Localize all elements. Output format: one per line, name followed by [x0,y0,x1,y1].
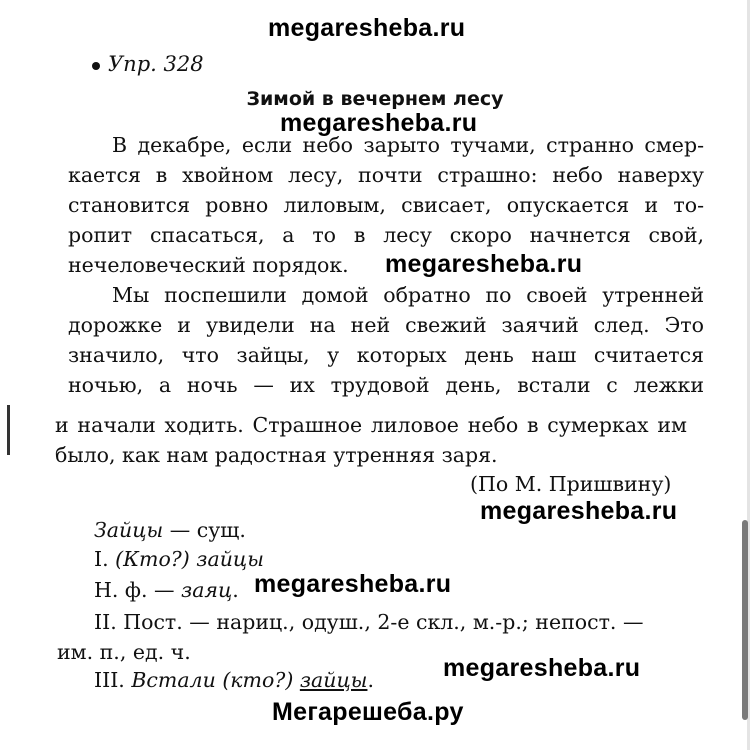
analysis-line-3: II. Пост. — нариц., одуш., 2-е скл., м.-р.; непост. — [94,610,644,634]
scrollbar[interactable] [742,520,748,720]
analysis-line-3b: им. п., ед. ч. [57,640,191,664]
watermark-under-title: megaresheba.ru [280,109,478,137]
analysis-question-3: (кто?) [215,668,300,692]
paragraph-line: кается в хвойном лесу, почти страшно: небо наверху [68,163,704,187]
analysis-line-2 [94,578,239,602]
watermark-top: megaresheba.ru [268,14,466,42]
author-attribution: (По М. Пришвину) [470,472,672,496]
paragraph-line: нечеловеческий порядок. [68,253,349,277]
analysis-nf-end: . [232,578,239,602]
watermark-bottom: Мегарешеба.ру [272,698,464,726]
exercise-label [92,52,204,76]
bullet-icon [92,62,100,70]
analysis-nf-value: заяц [181,578,233,602]
paragraph-line: и начали ходить. Страшное лиловое небо в сумерках им [55,413,687,437]
analysis-end: . [367,668,374,692]
paragraph-line: ропит спасаться, а то в лесу скоро начнется свой, [68,223,704,247]
paragraph-line: было, как нам радостная утренняя заря. [55,443,498,467]
analysis-roman-3: III. [94,668,132,692]
paragraph-line: ночью, а ночь — их трудовой день, встали с лежки [68,373,704,397]
analysis-word: Зайцы [94,518,164,542]
binding-mark [6,405,12,455]
watermark-analysis-middle: megaresheba.ru [254,570,452,598]
watermark-analysis-right: megaresheba.ru [443,654,641,682]
exercise-number: Упр. 328 [108,52,204,76]
analysis-nf-label: Н. ф. — [94,578,182,602]
paragraph-line: Мы поспешили домой обратно по своей утренней [112,283,704,307]
text-title: Зимой в вечернем лесу [246,88,504,110]
analysis-verb: Встали [131,668,216,692]
analysis-question-1: (Кто?) зайцы [115,547,264,571]
analysis-word-pos: — сущ. [163,518,246,542]
analysis-line-1 [94,547,264,571]
paragraph-line: становится ровно лиловым, свисает, опускается и то- [68,193,704,217]
paragraph-line: значило, что зайцы, у которых день наш считается [68,343,704,367]
watermark-after-author: megaresheba.ru [480,497,678,525]
analysis-word-line [94,518,246,542]
analysis-roman-1: I. [94,547,116,571]
paragraph-line: дорожке и увидели на ней свежий заячий след. Это [68,313,704,337]
paragraph-2 [68,280,704,400]
watermark-after-paragraph: megaresheba.ru [385,250,583,278]
paragraph-line: В декабре, если небо зарыто тучами, странно смер- [112,133,704,157]
paragraph-3 [55,410,687,470]
analysis-line-4 [94,668,374,692]
analysis-subject: зайцы [299,668,368,692]
